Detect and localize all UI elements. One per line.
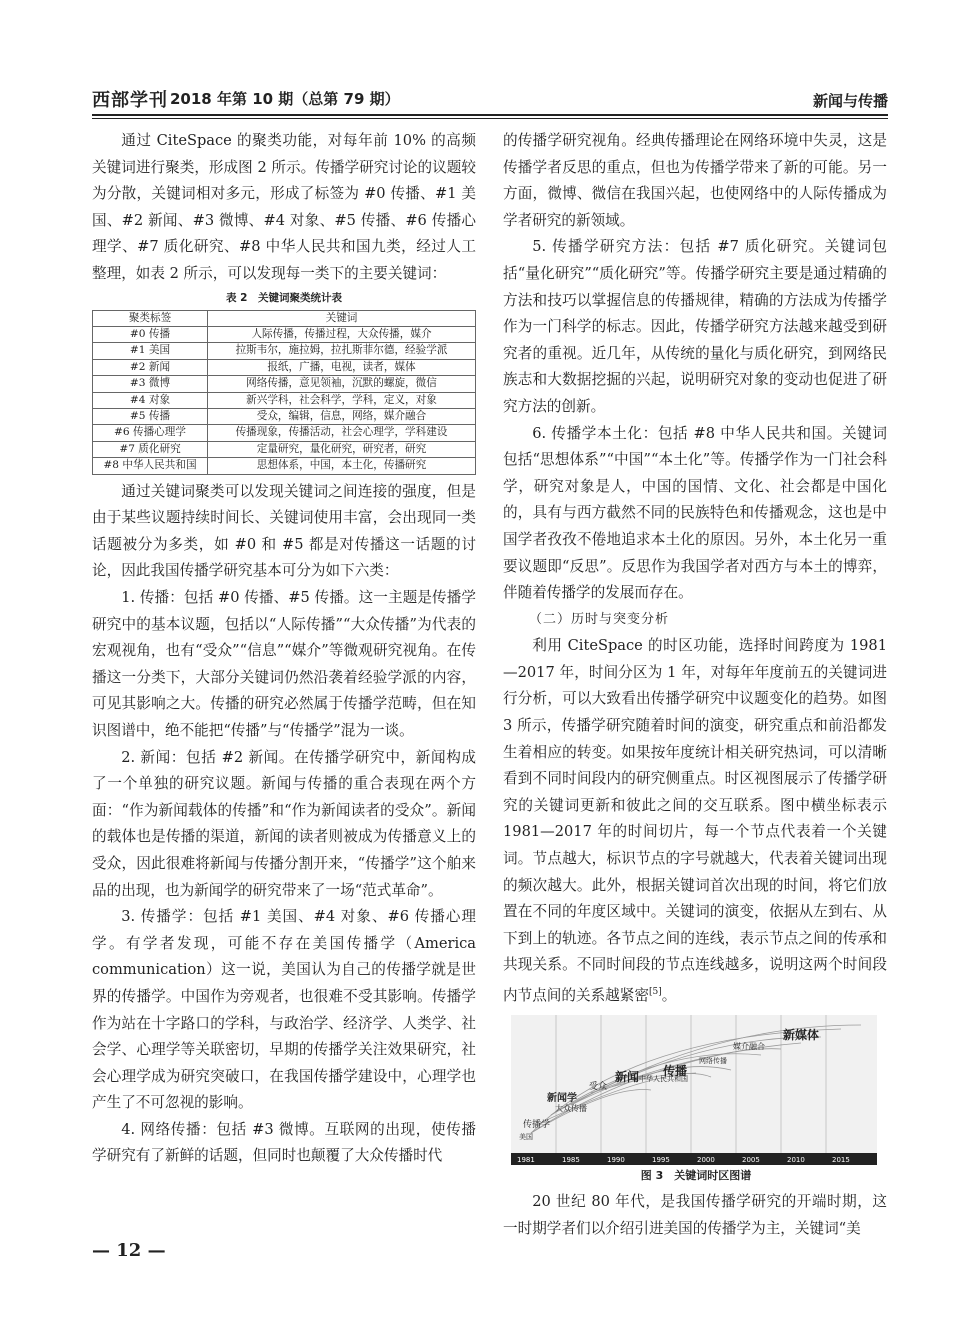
paragraph: 6. 传播学本土化：包括 #8 中华人民共和国。关键词包括“思想体系”“中国”“本土化”等。传播学作为一门社会科学，研究对象是人，中国的国情、文化、社会都是中国化的，具有与西方截然不同的民族特色和传播观念，这也是中国学者孜孜不倦地追求本土化的原因。另外，本土化另一重要议题即“反思”。反思作为我国学者对西方与本土的博弈，伴随着传播学的发展而存在。 — [503, 424, 887, 602]
journal-logo: 西部学刊 — [92, 90, 168, 111]
timezone-map-graphic — [511, 1015, 877, 1165]
figure-timezone-map — [511, 1015, 881, 1185]
citation-ref: [5] — [648, 987, 662, 997]
keyword-node-label: 新闻学 — [547, 1093, 577, 1105]
cluster-keywords: 网络传播，意见领袖，沉默的螺旋，微信 — [208, 376, 476, 392]
figure-background — [511, 1015, 877, 1165]
keyword-node-label: 中华人民共和国 — [639, 1075, 688, 1084]
axis-year-label: 2015 — [832, 1156, 850, 1165]
axis-year-label: 1981 — [517, 1156, 535, 1165]
paragraph: 通过关键词聚类可以发现关键词之间连接的强度，但是由于某些议题持续时间长、关键词使用丰富，会出现同一类话题被分为多类，如 #0 和 #5 都是对传播这一话题的讨论，因此我国传播学研究基本可分为如下六类： — [92, 482, 476, 580]
table-row — [93, 376, 476, 392]
page-number: — 12 — — [92, 1240, 166, 1261]
header-rule — [92, 114, 888, 116]
cluster-label: #7 质化研究 — [93, 441, 208, 457]
paragraph-end: 。 — [661, 986, 677, 1004]
cluster-label: #2 新闻 — [93, 359, 208, 375]
subheading: （二）历时与突变分析 — [529, 611, 670, 627]
figure-caption: 图 3 关键词时区图谱 — [640, 1169, 752, 1183]
cluster-label: #6 传播心理学 — [93, 425, 208, 441]
axis-year-label: 2000 — [697, 1156, 715, 1165]
keyword-node-label: 新媒体 — [783, 1028, 820, 1043]
table-row — [93, 359, 476, 375]
cluster-keywords: 受众，编辑，信息，网络，媒介融合 — [208, 409, 476, 425]
cluster-label: #4 对象 — [93, 392, 208, 408]
cluster-keywords: 人际传播，传播过程，大众传播，媒介 — [208, 326, 476, 342]
keyword-node-label: 媒介融合 — [733, 1042, 765, 1052]
keyword-node-label: 传播学 — [523, 1120, 551, 1131]
paragraph: 1. 传播：包括 #0 传播、#5 传播。这一主题是传播学研究中的基本议题，包括以“人际传播”“大众传播”为代表的宏观视角，也有“受众”“信息”“媒介”等微观研究视角。在传播这一分类下，大部分关键词仍然沿袭着经验学派的内容，可见其影响之大。传播的研究必然属于传播学范畴，但在知识图谱中，绝不能把“传播”与“传播学”混为一谈。 — [92, 589, 476, 739]
paragraph — [503, 633, 887, 1009]
keyword-node-label: 受众 — [589, 1082, 608, 1093]
axis-year-label: 2010 — [787, 1156, 805, 1165]
paragraph: 5. 传播学研究方法：包括 #7 质化研究。关键词包括“量化研究”“质化研究”等。传播学研究主要是通过精确的方法和技巧以掌握信息的传播规律，精确的方法成为传播学作为一门科学的标志。因此，传播学研究方法越来越受到研究者的重视。近几年，从传统的量化与质化研究，到网络民族志和大数据挖掘的兴起，说明研究对象的变动也促进了研究方法的创新。 — [503, 238, 887, 415]
paragraph: 20 世纪 80 年代，是我国传播学研究的开端时期，这一时期学者们以介绍引进美国的传播学为主，关键词“美 — [503, 1193, 887, 1238]
table-title: 表 2 关键词聚类统计表 — [226, 291, 342, 304]
cluster-keywords: 拉斯韦尔，施拉姆，拉扎斯菲尔德，经验学派 — [208, 343, 476, 359]
cluster-label: #3 微博 — [93, 376, 208, 392]
table-row — [93, 441, 476, 457]
cluster-label: #0 传播 — [93, 326, 208, 342]
axis-year-label: 1985 — [562, 1156, 580, 1165]
table-row — [93, 409, 476, 425]
paragraph: 的传播学研究视角。经典传播理论在网络环境中失灵，这是传播学者反思的重点，但也为传播学带来了新的可能。另一方面，微博、微信在我国兴起，也使网络中的人际传播成为学者研究的新领域。 — [503, 132, 887, 229]
table-header-row — [93, 310, 476, 326]
table-row — [93, 392, 476, 408]
keyword-cluster-table — [92, 310, 476, 475]
table-header-cell: 聚类标签 — [93, 310, 208, 326]
section-label: 新闻与传播 — [812, 92, 888, 110]
axis-year-label: 2005 — [742, 1156, 760, 1165]
cluster-label: #8 中华人民共和国 — [93, 458, 208, 474]
table-row — [93, 343, 476, 359]
issue-label: 2018 年第 10 期（总第 79 期） — [170, 90, 400, 108]
paragraph: 3. 传播学：包括 #1 美国、#4 对象、#6 传播心理学。有学者发现，可能不存在美国传播学（America communication）这一说，美国认为自己的传播学就是世界的传播学。中国作为旁观者，也很难不受其影响。传播学作为站在十字路口的学科，与政治学、经济学、人类学、社会学、心理学等关联密切，早期的传播学关注效果研究，社会心理学成为研究突破口，在我国传播学建设中，心理学也产生了不可忽视的影响。 — [92, 908, 476, 1112]
keyword-node-label: 大众传播 — [555, 1104, 587, 1114]
axis-year-label: 1995 — [652, 1156, 670, 1165]
axis-year-label: 1990 — [607, 1156, 625, 1165]
paragraph-text: 利用 CiteSpace 的时区功能，选择时间跨度为 1981—2017 年，时间分区为 1 年，对每年年度前五的关键词进行分析，可以大致看出传播学研究中议题变化的趋势。如图 3 所示，传播学研究随着时间的演变，研究重点和前沿都发生着相应的转变。如果按年度统计相关研究热词，可以清晰看到不同时间段内的研究侧重点。时区视图展示了传播学研究的关键词更新和彼此之间的交互联系。图中横坐标表示 1981—2017 年的时间切片，每一个节点代表着一个关键词。节点越大，标识节点的字号就越大，代表着关键词出现的频次越大。此外，根据关键词首次出现的时间，将它们放置在不同的年度区域中。关键词的演变，依据从左到右、从下到上的轨迹。各节点之间的连线，表示节点之间的传承和共现关系。不同时间段的节点连线越多，说明这两个时间段内节点间的关系越紧密 — [503, 637, 887, 1004]
keyword-node-label: 美国 — [519, 1133, 533, 1142]
cluster-keywords: 定量研究，量化研究，研究者，研究 — [208, 441, 476, 457]
keyword-node-label: 网络传播 — [699, 1057, 727, 1066]
table-row — [93, 326, 476, 342]
table-row — [93, 458, 476, 474]
cluster-label: #5 传播 — [93, 409, 208, 425]
paragraph: 4. 网络传播：包括 #3 微博。互联网的出现，使传播学研究有了新鲜的话题，但同时也颠覆了大众传播时代 — [92, 1120, 476, 1165]
cluster-keywords: 传播现象，传播活动，社会心理学，学科建设 — [208, 425, 476, 441]
cluster-keywords: 思想体系，中国，本土化，传播研究 — [208, 458, 476, 474]
keyword-node-label: 新闻 — [615, 1070, 640, 1085]
table-header-cell: 关键词 — [208, 310, 476, 326]
table-row — [93, 425, 476, 441]
running-header — [92, 82, 888, 116]
left-column — [92, 128, 476, 1170]
cluster-label: #1 美国 — [93, 343, 208, 359]
header-rule-thin — [92, 118, 888, 119]
cluster-keywords: 报纸，广播，电视，读者，媒体 — [208, 359, 476, 375]
cluster-keywords: 新兴学科，社会科学，学科，定义，对象 — [208, 392, 476, 408]
right-column — [503, 128, 887, 1243]
keyword-node-label: 传播 — [663, 1064, 688, 1079]
paragraph: 2. 新闻：包括 #2 新闻。在传播学研究中，新闻构成了一个单独的研究议题。新闻与传播的重合表现在两个方面：“作为新闻载体的传播”和“作为新闻读者的受众”。新闻的载体也是传播的渠道，新闻的读者则被成为传播意义上的受众，因此很难将新闻与传播分割开来，“传播学”这个舶来品的出现，也为新闻学的研究带来了一场“范式革命”。 — [92, 748, 476, 899]
paragraph: 通过 CiteSpace 的聚类功能，对每年前 10% 的高频关键词进行聚类，形成图 2 所示。传播学研究讨论的议题较为分散，关键词相对多元，形成了标签为 #0 传播、#1 美国、#2 新闻、#3 微博、#4 对象、#5 传播、#6 传播心理学、#7 质化研究、#8 中华人民共和国九类，经过人工整理，如表 2 所示，可以发现每一类下的主要关键词： — [92, 132, 476, 282]
